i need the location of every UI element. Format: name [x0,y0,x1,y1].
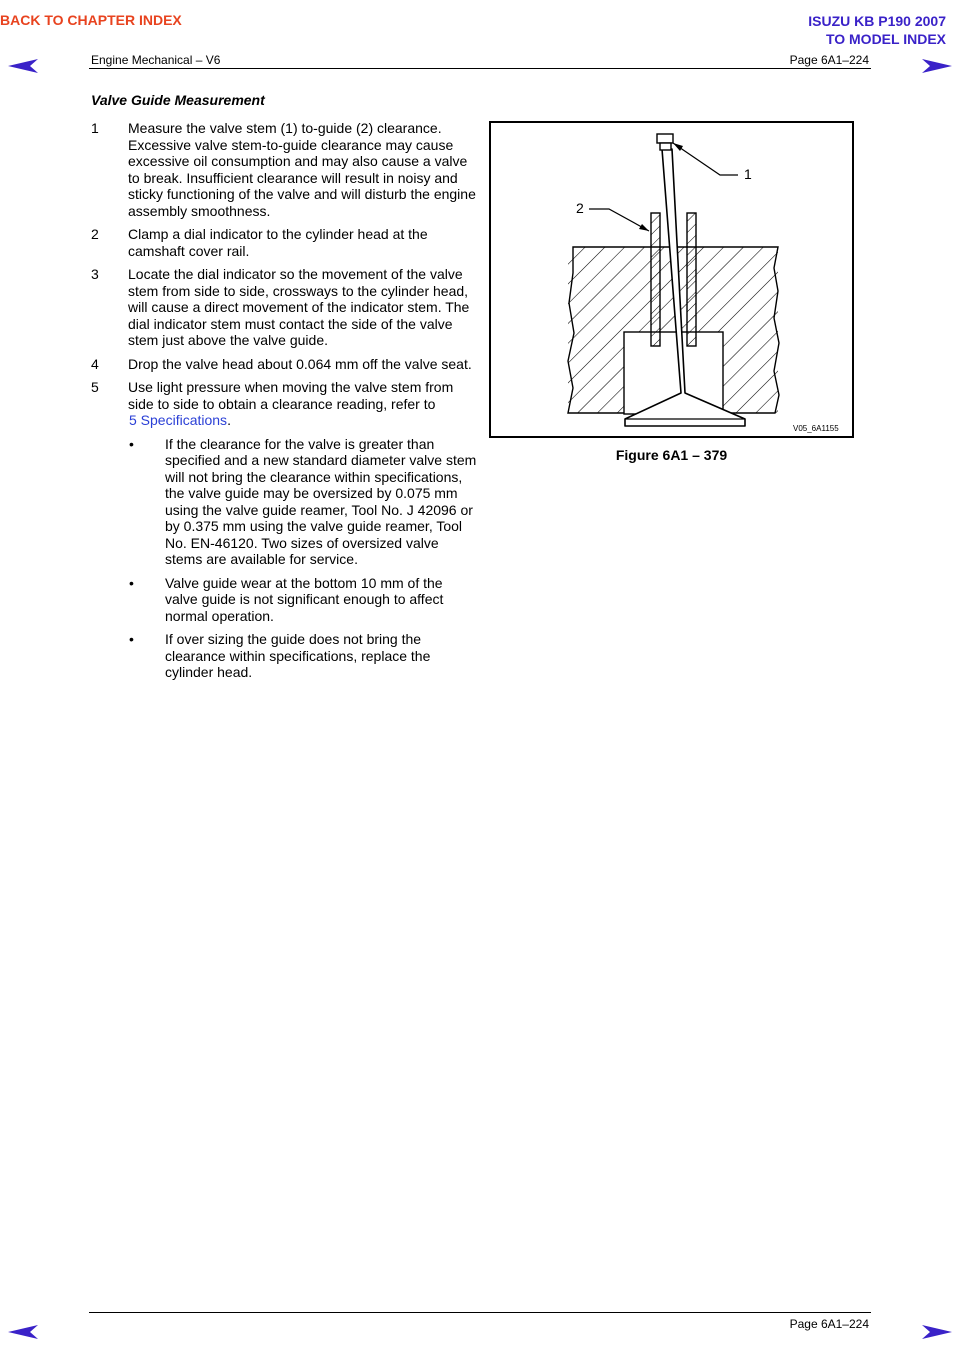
bullet-icon: • [129,631,134,647]
step-text: Use light pressure when moving the valve stem from side to side to obtain a clearance reading, refer to [128,379,454,412]
step-number: 2 [91,226,99,242]
model-title: ISUZU KB P190 2007 [808,13,946,29]
step-number: 1 [91,120,99,136]
header-title: Engine Mechanical – V6 [91,53,221,67]
step-item [91,120,477,219]
valve-guide-diagram [491,123,852,436]
bullet-icon: • [129,574,134,591]
model-index-link[interactable] [808,12,946,48]
callout-2-label: 2 [576,200,584,216]
step-number: 4 [91,355,99,372]
step-item [91,226,477,259]
step-number: 5 [91,379,99,395]
footer-divider [89,1312,871,1313]
arrow-left-icon [8,59,38,73]
previous-page-button-bottom[interactable] [8,1325,38,1339]
callout-1-label: 1 [744,166,752,182]
step-text-suffix: . [227,412,231,428]
header-page-number: Page 6A1–224 [789,53,869,67]
step-text: Measure the valve stem (1) to-guide (2) clearance. Excessive valve stem-to-guide clearance may cause excessive oil consumption and may also cause a valve to break. Insufficient clearance will result in noisy and sticky functioning of the valve and will disturb the engine assembly smoothness. [128,120,476,219]
bullet-item [128,436,477,568]
bullet-item [128,575,477,625]
step-text: Clamp a dial indicator to the cylinder head at the camshaft cover rail. [128,226,428,259]
figure-valve-guide [489,121,854,438]
specifications-link[interactable]: 5 Specifications [129,412,228,428]
next-page-button[interactable] [922,59,952,73]
figure-caption: Figure 6A1 – 379 [615,447,728,463]
next-page-button-bottom[interactable] [922,1325,952,1339]
step-text: Drop the valve head about 0.064 mm off the valve seat. [128,355,472,372]
footer-page-number: Page 6A1–224 [789,1317,869,1331]
procedure-steps [91,120,477,681]
step-text: Locate the dial indicator so the movement of the valve stem from side to side, crossways to the cylinder head, will cause a direct movement of the indicator stem. The dial indicator stem must contact the side of the valve stem just above the valve guide. [128,266,470,348]
step-item [91,266,477,349]
previous-page-button[interactable] [8,59,38,73]
section-title: Valve Guide Measurement [91,92,265,108]
bullet-text: If over sizing the guide does not bring the clearance within specifications, replace the cylinder head. [165,631,431,680]
bullet-text: If the clearance for the valve is greater than specified and a new standard diameter valve stem will not bring the clearance within specifications, the valve guide may be oversized by 0.075 mm using the valve guide reamer, Tool No. J 42096 or by 0.375 mm using the valve guide reamer, Tool No. EN-46120. Two sizes of oversized valve stems are available for service. [165,435,477,567]
figure-code: V05_6A1155 [793,424,839,433]
step-item [91,379,477,429]
step-body [128,379,477,429]
bullet-item [128,631,477,681]
header-divider [89,68,871,69]
step-number: 3 [91,266,99,282]
arrow-right-icon [922,59,952,73]
to-model-index-label: TO MODEL INDEX [825,31,946,47]
arrow-right-icon [922,1325,952,1339]
bullet-text: Valve guide wear at the bottom 10 mm of the valve guide is not significant enough to affect normal operation. [165,574,444,624]
arrow-left-icon [8,1325,38,1339]
back-to-chapter-index-link[interactable]: BACK TO CHAPTER INDEX [0,12,182,28]
bullet-icon: • [129,435,134,452]
step-item [91,356,477,373]
